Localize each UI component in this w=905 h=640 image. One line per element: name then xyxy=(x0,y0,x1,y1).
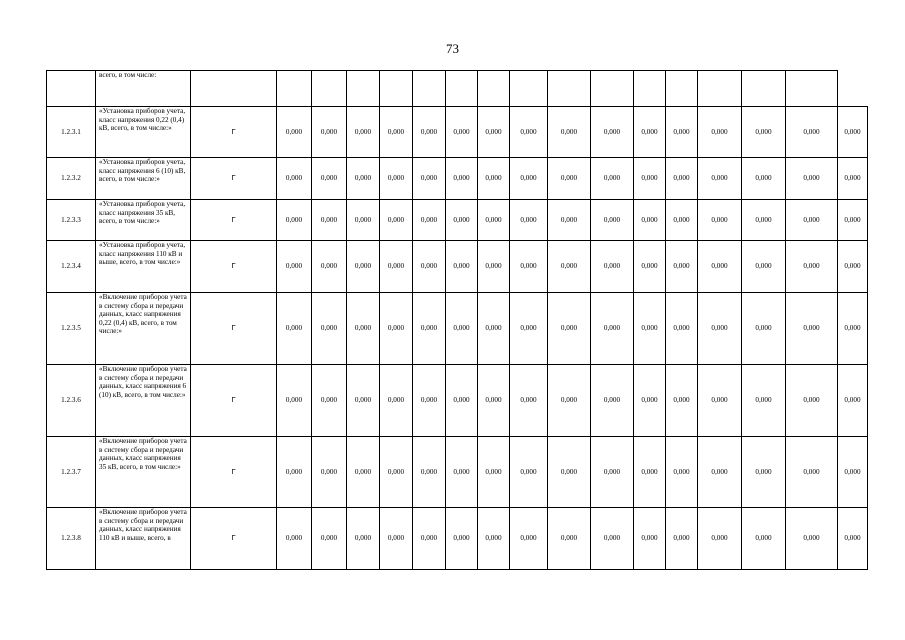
cell-value: 0,000 xyxy=(312,107,347,158)
cell-value: 0,000 xyxy=(698,241,742,293)
cell-value: 0,000 xyxy=(698,293,742,365)
cell-description: «Включение приборов учета в систему сбора и передачи данных, класс напряжения 6 (10) кВ, всего, в том числе:» xyxy=(96,365,191,437)
cell-value: 0,000 xyxy=(446,241,478,293)
cell-code: 1.2.3.2 xyxy=(47,158,96,200)
cell-value: 0,000 xyxy=(786,241,838,293)
cell-value: 0,000 xyxy=(742,508,786,570)
cell-value: 0,000 xyxy=(413,437,446,508)
cell-value: 0,000 xyxy=(838,365,868,437)
cell-value: 0,000 xyxy=(446,200,478,241)
cell-value: 0,000 xyxy=(347,293,380,365)
cell-description: «Включение приборов учета в систему сбора и передачи данных, класс напряжения 0,22 (0,4) кВ, всего, в том числе:» xyxy=(96,293,191,365)
cell-value: 0,000 xyxy=(478,158,510,200)
cell-value: 0,000 xyxy=(634,200,666,241)
cell-value: 0,000 xyxy=(380,365,413,437)
cell-value: 0,000 xyxy=(548,158,591,200)
cell-value: 0,000 xyxy=(742,437,786,508)
cell-value: 0,000 xyxy=(666,293,698,365)
cell-description: «Установка приборов учета, класс напряжения 110 кВ и выше, всего, в том числе:» xyxy=(96,241,191,293)
cell-value: 0,000 xyxy=(838,508,868,570)
cell-value: 0,000 xyxy=(742,158,786,200)
cell-value: 0,000 xyxy=(312,437,347,508)
cell-description: «Установка приборов учета, класс напряжения 0,22 (0,4) кВ, всего, в том числе:» xyxy=(96,107,191,158)
cell-value: 0,000 xyxy=(548,508,591,570)
cell-value: 0,000 xyxy=(347,365,380,437)
cell-value: 0,000 xyxy=(510,241,548,293)
cell-value: 0,000 xyxy=(698,107,742,158)
cell-value: 0,000 xyxy=(510,437,548,508)
cell-value: 0,000 xyxy=(666,241,698,293)
cell-value: 0,000 xyxy=(277,241,312,293)
cell-code: 1.2.3.1 xyxy=(47,107,96,158)
cell-value: 0,000 xyxy=(277,293,312,365)
cell-value xyxy=(591,71,634,107)
cell-value: 0,000 xyxy=(742,293,786,365)
cell-value: 0,000 xyxy=(510,293,548,365)
cell-value: 0,000 xyxy=(478,365,510,437)
cell-value: 0,000 xyxy=(277,437,312,508)
cell-value: 0,000 xyxy=(786,508,838,570)
cell-value: 0,000 xyxy=(380,241,413,293)
cell-value: 0,000 xyxy=(786,293,838,365)
cell-code: 1.2.3.5 xyxy=(47,293,96,365)
cell-value: 0,000 xyxy=(838,437,868,508)
cell-value: 0,000 xyxy=(277,200,312,241)
cell-value: 0,000 xyxy=(510,158,548,200)
cell-value: 0,000 xyxy=(380,200,413,241)
cell-value: 0,000 xyxy=(634,241,666,293)
cell-value: 0,000 xyxy=(446,293,478,365)
cell-value: 0,000 xyxy=(666,200,698,241)
cell-value: 0,000 xyxy=(838,158,868,200)
table-row xyxy=(47,437,868,508)
cell-value: 0,000 xyxy=(634,508,666,570)
cell-unit: Г xyxy=(191,293,277,365)
cell-value: 0,000 xyxy=(478,508,510,570)
cell-value: 0,000 xyxy=(591,200,634,241)
cell-value xyxy=(510,71,548,107)
cell-value: 0,000 xyxy=(380,437,413,508)
cell-value: 0,000 xyxy=(742,365,786,437)
cell-unit: Г xyxy=(191,241,277,293)
cell-value: 0,000 xyxy=(666,508,698,570)
cell-value: 0,000 xyxy=(634,365,666,437)
cell-value: 0,000 xyxy=(510,107,548,158)
table-row xyxy=(47,158,868,200)
cell-value xyxy=(277,71,312,107)
cell-value: 0,000 xyxy=(347,158,380,200)
cell-value: 0,000 xyxy=(698,508,742,570)
cell-value: 0,000 xyxy=(838,293,868,365)
cell-value: 0,000 xyxy=(446,365,478,437)
cell-value: 0,000 xyxy=(634,437,666,508)
cell-unit xyxy=(191,71,277,107)
cell-value: 0,000 xyxy=(786,365,838,437)
table-row xyxy=(47,508,868,570)
cell-value: 0,000 xyxy=(312,293,347,365)
cell-value: 0,000 xyxy=(591,365,634,437)
cell-value xyxy=(698,71,742,107)
cell-value: 0,000 xyxy=(666,107,698,158)
table-body xyxy=(47,71,868,570)
cell-value: 0,000 xyxy=(698,437,742,508)
cell-value: 0,000 xyxy=(277,508,312,570)
cell-value: 0,000 xyxy=(591,241,634,293)
cell-value: 0,000 xyxy=(312,365,347,437)
cell-value xyxy=(380,71,413,107)
cell-value: 0,000 xyxy=(277,107,312,158)
table-row xyxy=(47,365,868,437)
cell-value: 0,000 xyxy=(413,200,446,241)
cell-value: 0,000 xyxy=(838,200,868,241)
cell-value: 0,000 xyxy=(634,293,666,365)
cell-value xyxy=(786,71,838,107)
cell-value: 0,000 xyxy=(277,158,312,200)
page-number: 73 xyxy=(446,41,459,56)
cell-value: 0,000 xyxy=(478,293,510,365)
cell-value: 0,000 xyxy=(380,508,413,570)
data-table xyxy=(46,70,868,570)
cell-value: 0,000 xyxy=(548,437,591,508)
cell-code: 1.2.3.6 xyxy=(47,365,96,437)
cell-value xyxy=(446,71,478,107)
cell-value: 0,000 xyxy=(413,241,446,293)
table-row xyxy=(47,241,868,293)
cell-value: 0,000 xyxy=(786,437,838,508)
cell-description: «Установка приборов учета, класс напряжения 35 кВ, всего, в том числе:» xyxy=(96,200,191,241)
cell-value: 0,000 xyxy=(698,200,742,241)
cell-value: 0,000 xyxy=(478,241,510,293)
cell-value: 0,000 xyxy=(666,365,698,437)
table-row xyxy=(47,107,868,158)
cell-value: 0,000 xyxy=(446,437,478,508)
cell-value: 0,000 xyxy=(347,241,380,293)
cell-value: 0,000 xyxy=(786,200,838,241)
cell-value: 0,000 xyxy=(838,241,868,293)
cell-value: 0,000 xyxy=(312,241,347,293)
cell-value: 0,000 xyxy=(591,158,634,200)
cell-value: 0,000 xyxy=(478,107,510,158)
cell-value: 0,000 xyxy=(347,200,380,241)
cell-description: «Установка приборов учета, класс напряжения 6 (10) кВ, всего, в том числе:» xyxy=(96,158,191,200)
table-row xyxy=(47,71,868,107)
cell-unit: Г xyxy=(191,365,277,437)
cell-value: 0,000 xyxy=(510,365,548,437)
cell-value xyxy=(312,71,347,107)
cell-unit: Г xyxy=(191,437,277,508)
cell-value: 0,000 xyxy=(478,200,510,241)
cell-value: 0,000 xyxy=(742,241,786,293)
cell-description: всего, в том числе: xyxy=(96,71,191,107)
cell-value: 0,000 xyxy=(591,107,634,158)
cell-value: 0,000 xyxy=(413,158,446,200)
cell-value: 0,000 xyxy=(666,437,698,508)
cell-value: 0,000 xyxy=(347,437,380,508)
cell-value: 0,000 xyxy=(591,508,634,570)
cell-unit: Г xyxy=(191,158,277,200)
cell-value: 0,000 xyxy=(548,107,591,158)
cell-value xyxy=(742,71,786,107)
cell-value xyxy=(413,71,446,107)
cell-value: 0,000 xyxy=(698,365,742,437)
table-row xyxy=(47,200,868,241)
cell-value: 0,000 xyxy=(548,241,591,293)
cell-value: 0,000 xyxy=(312,158,347,200)
cell-value xyxy=(548,71,591,107)
cell-value: 0,000 xyxy=(380,293,413,365)
cell-value: 0,000 xyxy=(446,158,478,200)
cell-unit: Г xyxy=(191,107,277,158)
cell-code: 1.2.3.3 xyxy=(47,200,96,241)
cell-value: 0,000 xyxy=(380,107,413,158)
cell-value: 0,000 xyxy=(548,293,591,365)
cell-value: 0,000 xyxy=(413,293,446,365)
cell-value: 0,000 xyxy=(510,200,548,241)
cell-value xyxy=(666,71,698,107)
cell-description: «Включение приборов учета в систему сбора и передачи данных, класс напряжения 110 кВ и выше, всего, в xyxy=(96,508,191,570)
cell-value: 0,000 xyxy=(413,107,446,158)
cell-value xyxy=(634,71,666,107)
cell-value: 0,000 xyxy=(413,508,446,570)
cell-value: 0,000 xyxy=(591,437,634,508)
cell-value: 0,000 xyxy=(786,107,838,158)
cell-description: «Включение приборов учета в систему сбора и передачи данных, класс напряжения 35 кВ, всего, в том числе:» xyxy=(96,437,191,508)
cell-code xyxy=(47,71,96,107)
cell-value: 0,000 xyxy=(312,200,347,241)
cell-value: 0,000 xyxy=(666,158,698,200)
cell-value: 0,000 xyxy=(742,107,786,158)
cell-value: 0,000 xyxy=(347,107,380,158)
cell-value xyxy=(347,71,380,107)
cell-value: 0,000 xyxy=(380,158,413,200)
cell-value: 0,000 xyxy=(838,107,868,158)
cell-code: 1.2.3.8 xyxy=(47,508,96,570)
cell-value: 0,000 xyxy=(478,437,510,508)
cell-value: 0,000 xyxy=(312,508,347,570)
cell-value: 0,000 xyxy=(413,365,446,437)
cell-value: 0,000 xyxy=(698,158,742,200)
cell-value: 0,000 xyxy=(347,508,380,570)
cell-value: 0,000 xyxy=(446,107,478,158)
cell-value: 0,000 xyxy=(277,365,312,437)
cell-value: 0,000 xyxy=(634,107,666,158)
cell-value: 0,000 xyxy=(742,200,786,241)
cell-unit: Г xyxy=(191,508,277,570)
cell-value: 0,000 xyxy=(510,508,548,570)
table-row xyxy=(47,293,868,365)
cell-unit: Г xyxy=(191,200,277,241)
cell-code: 1.2.3.4 xyxy=(47,241,96,293)
cell-value: 0,000 xyxy=(591,293,634,365)
cell-value: 0,000 xyxy=(634,158,666,200)
cell-value: 0,000 xyxy=(446,508,478,570)
cell-value: 0,000 xyxy=(548,365,591,437)
cell-code: 1.2.3.7 xyxy=(47,437,96,508)
cell-value: 0,000 xyxy=(786,158,838,200)
cell-value xyxy=(478,71,510,107)
cell-value: 0,000 xyxy=(548,200,591,241)
